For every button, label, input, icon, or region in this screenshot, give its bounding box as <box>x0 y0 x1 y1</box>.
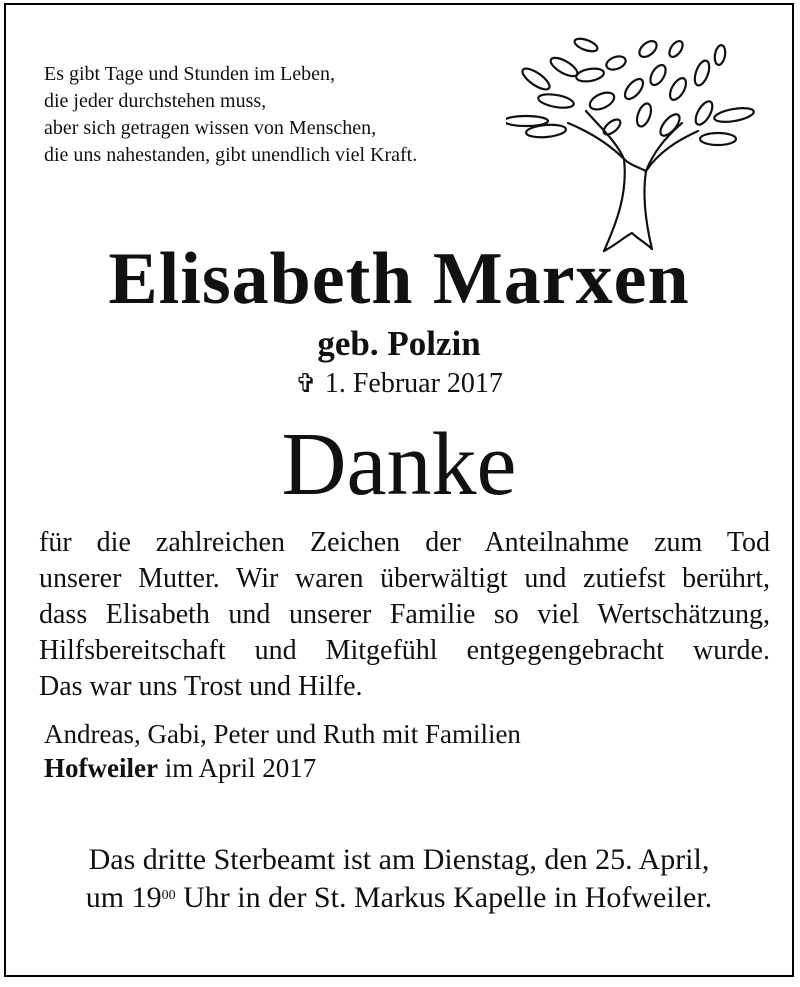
signature <box>44 717 521 785</box>
service-time-minutes: 00 <box>161 888 176 903</box>
thanks-headline: Danke <box>281 415 517 514</box>
message-line: für die zahlreichen Zeichen der Anteilnahme zum Tod <box>39 527 770 558</box>
death-date-line <box>6 367 792 401</box>
cross-icon: ✞ <box>295 369 317 398</box>
death-date: 1. Februar 2017 <box>324 368 503 399</box>
thanks-message <box>39 525 770 705</box>
signature-place-date <box>44 751 521 785</box>
signature-date: im April 2017 <box>164 753 317 783</box>
message-line: Das war uns Trost und Hilfe. <box>39 671 363 702</box>
service-line-2 <box>6 879 792 917</box>
poem-line: Es gibt Tage und Stunden im Leben, <box>44 63 335 85</box>
message-line: unserer Mutter. Wir waren überwältigt und zutiefst berührt, <box>39 563 770 594</box>
poem-line: die uns nahestanden, gibt unendlich viel Kraft. <box>44 144 418 166</box>
maiden-name: geb. Polzin <box>317 324 481 363</box>
service-announcement <box>6 841 792 917</box>
obituary-notice <box>4 3 794 977</box>
signature-place: Hofweiler <box>44 753 158 783</box>
message-line: Hilfsbereitschaft und Mitgefühl entgegengebracht wurde. <box>39 635 770 666</box>
poem-line: die jeder durchstehen muss, <box>44 90 267 112</box>
service-line-1: Das dritte Sterbeamt ist am Dienstag, den 25. April, <box>88 843 710 876</box>
service-time-hour: um 19 <box>85 881 162 914</box>
message-line: dass Elisabeth und unserer Familie so viel Wertschätzung, <box>39 599 770 630</box>
deceased-name: Elisabeth Marxen <box>108 238 690 320</box>
poem <box>44 61 417 169</box>
signature-names: Andreas, Gabi, Peter und Ruth mit Familien <box>44 719 521 749</box>
service-location: Uhr in der St. Markus Kapelle in Hofweiler. <box>175 881 713 914</box>
tree-icon <box>506 19 766 259</box>
poem-line: aber sich getragen wissen von Menschen, <box>44 117 377 139</box>
